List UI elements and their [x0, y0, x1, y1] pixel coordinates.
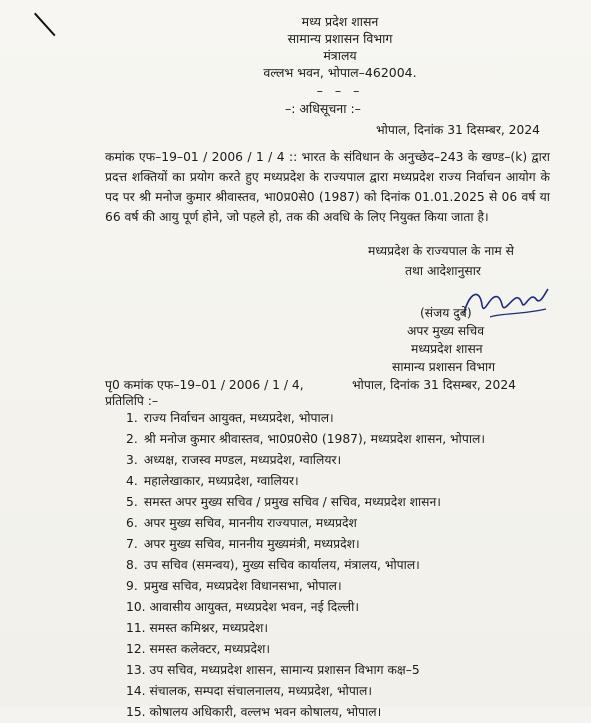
- header-government: मध्य प्रदेश शासन: [301, 14, 379, 29]
- handwritten-signature: [460, 283, 550, 323]
- list-item: 7. अपर मुख्य सचिव, माननीय मुख्यमंत्री, मध्यप्रदेश।: [126, 537, 360, 551]
- header-secretariat: मंत्रालय: [323, 48, 357, 63]
- list-item: 11. समस्त कमिश्नर, मध्यप्रदेश।: [126, 621, 269, 635]
- list-item: 13. उप सचिव, मध्यप्रदेश शासन, सामान्य प्रशासन विभाग कक्ष–5: [126, 663, 420, 677]
- copy-recipient-list: [126, 408, 485, 723]
- copy-title: प्रतिलिपि :–: [105, 394, 159, 408]
- list-item: 4. महालेखाकार, मध्यप्रदेश, ग्वालियर।: [126, 474, 299, 488]
- list-item: 2. श्री मनोज कुमार श्रीवास्तव, भा0प्र0से0 (1987), मध्यप्रदेश शासन, भोपाल।: [126, 432, 486, 446]
- list-item: 3. अध्यक्ष, राजस्व मण्डल, मध्यप्रदेश, ग्वालियर।: [126, 453, 342, 467]
- list-item: 8. उप सचिव (समन्वय), मुख्य सचिव कार्यालय, मंत्रालय, भोपाल।: [126, 558, 420, 572]
- header-separator: – – –: [316, 83, 364, 98]
- place-date: भोपाल, दिनांक 31 दिसम्बर, 2024: [376, 123, 540, 137]
- copy-reference: पृ0 कमांक एफ–19–01 / 2006 / 1 / 4,: [105, 378, 304, 392]
- copy-place-date: भोपाल, दिनांक 31 दिसम्बर, 2024: [352, 378, 516, 392]
- list-item: 10. आवासीय आयुक्त, मध्यप्रदेश भवन, नई दिल्ली।: [126, 600, 359, 614]
- list-item: 15. कोषालय अधिकारी, वल्लभ भवन कोषालय, भोपाल।: [126, 705, 382, 719]
- signatory-office: मध्यप्रदेश शासन: [411, 342, 483, 356]
- signatory-department: सामान्य प्रशासन विभाग: [392, 360, 496, 374]
- list-item: 6. अपर मुख्य सचिव, माननीय राज्यपाल, मध्यप्रदेश: [126, 516, 357, 530]
- list-item: 9. प्रमुख सचिव, मध्यप्रदेश विधानसभा, भोपाल।: [126, 579, 342, 593]
- notification-title: –: अधिसूचना :–: [285, 101, 361, 116]
- list-item: 14. संचालक, सम्पदा संचालनालय, मध्यप्रदेश, भोपाल।: [126, 684, 372, 698]
- order-paragraph: कमांक एफ–19–01 / 2006 / 1 / 4 :: भारत के संविधान के अनुच्छेद–243 के खण्ड–(k) द्वारा प्रदत्त शक्तियों का प्रयोग करते हुए मध्यप्रदेश के राज्यपाल द्वारा मध्यप्रदेश राज्य निर्वाचन आयोग के पद पर श्री मनोज कुमार श्रीवास्तव, भा0प्र0से0 (1987) को दिनांक 01.01.2025 से 06 वर्ष या 66 वर्ष की आयु पूर्ण होने, जो पहले हो, तक की अवधि के लिए नियुक्त किया जाता है।: [105, 150, 550, 224]
- list-item: 5. समस्त अपर मुख्य सचिव / प्रमुख सचिव / सचिव, मध्यप्रदेश शासन।: [126, 495, 441, 509]
- signature-authority-line1: मध्यप्रदेश के राज्यपाल के नाम से: [368, 244, 514, 258]
- list-item: 12. समस्त कलेक्टर, मध्यप्रदेश।: [126, 642, 271, 656]
- pen-mark: [34, 13, 56, 37]
- header-department: सामान्य प्रशासन विभाग: [287, 31, 393, 46]
- signature-authority-line2: तथा आदेशानुसार: [405, 264, 481, 278]
- signatory-designation: अपर मुख्य सचिव: [407, 324, 485, 338]
- header-address: वल्लभ भवन, भोपाल–462004.: [263, 65, 417, 80]
- signatory-name: (संजय दुबे): [420, 306, 472, 320]
- list-item: 1. राज्य निर्वाचन आयुक्त, मध्यप्रदेश, भोपाल।: [126, 411, 334, 425]
